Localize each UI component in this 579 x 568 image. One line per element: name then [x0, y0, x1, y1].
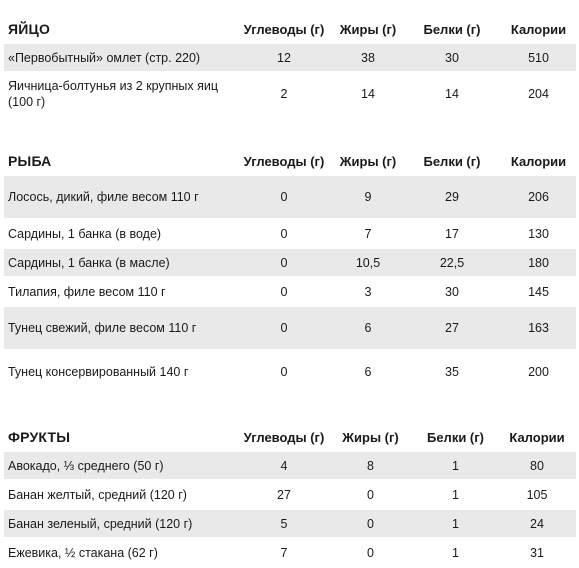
eggs-table — [4, 14, 576, 117]
table-row — [4, 219, 576, 248]
calories-value: 206 — [501, 176, 576, 219]
protein-value: 1 — [413, 509, 498, 538]
carbs-value: 4 — [240, 452, 328, 480]
table-row — [4, 277, 576, 306]
fat-value: 0 — [328, 538, 413, 567]
column-header-fat: Жиры (г) — [339, 153, 397, 169]
food-name: «Первобытный» омлет (стр. 220) — [4, 44, 235, 72]
column-header-protein: Белки (г) — [423, 21, 481, 37]
calories-value: 200 — [501, 350, 576, 394]
calories-value: 24 — [498, 509, 576, 538]
carbs-value: 2 — [235, 72, 333, 116]
carbs-value: 0 — [235, 306, 333, 350]
table-row — [4, 72, 576, 116]
protein-value: 14 — [403, 72, 501, 116]
carbs-value: 5 — [240, 509, 328, 538]
fat-value: 6 — [333, 350, 403, 394]
table-row — [4, 452, 576, 480]
calories-value: 130 — [501, 219, 576, 248]
calories-value: 105 — [498, 480, 576, 509]
section-title: ЯЙЦО — [8, 21, 51, 37]
fat-value: 0 — [328, 480, 413, 509]
protein-value: 22,5 — [403, 248, 501, 277]
table-row — [4, 306, 576, 350]
food-name: Банан зеленый, средний (120 г) — [4, 509, 240, 538]
section-title: ФРУКТЫ — [8, 429, 71, 445]
carbs-value: 0 — [235, 248, 333, 277]
fruit-table — [4, 422, 576, 568]
protein-value: 30 — [403, 44, 501, 72]
food-name: Ежевика, ½ стакана (62 г) — [4, 538, 240, 567]
column-header-protein: Белки (г) — [426, 429, 484, 445]
column-header-calories: Калории — [510, 21, 567, 37]
table-row — [4, 538, 576, 567]
protein-value: 35 — [403, 350, 501, 394]
food-name: Банан желтый, средний (120 г) — [4, 480, 240, 509]
fat-value: 3 — [333, 277, 403, 306]
protein-value: 30 — [403, 277, 501, 306]
protein-value: 1 — [413, 452, 498, 480]
table-row — [4, 350, 576, 394]
table-header-row — [4, 14, 576, 44]
protein-value: 17 — [403, 219, 501, 248]
column-header-carbs: Углеводы (г) — [243, 21, 325, 37]
food-name: Лосось, дикий, филе весом 110 г — [4, 176, 235, 219]
carbs-value: 0 — [235, 219, 333, 248]
calories-value: 163 — [501, 306, 576, 350]
protein-value: 1 — [413, 480, 498, 509]
calories-value: 204 — [501, 72, 576, 116]
fish-table — [4, 146, 576, 395]
table-row — [4, 480, 576, 509]
food-name: Тунец консервированный 140 г — [4, 350, 235, 394]
calories-value: 80 — [498, 452, 576, 480]
column-header-calories: Калории — [510, 153, 567, 169]
table-header-row — [4, 146, 576, 176]
fat-value: 0 — [328, 509, 413, 538]
protein-value: 29 — [403, 176, 501, 219]
food-name: Тунец свежий, филе весом 110 г — [4, 306, 235, 350]
column-header-calories: Калории — [509, 429, 565, 445]
table-row — [4, 248, 576, 277]
food-name: Яичница-болтунья из 2 крупных яиц (100 г) — [4, 72, 235, 116]
fat-value: 10,5 — [333, 248, 403, 277]
carbs-value: 27 — [240, 480, 328, 509]
food-name: Тилапия, филе весом 110 г — [4, 277, 235, 306]
food-name: Авокадо, ⅓ среднего (50 г) — [4, 452, 240, 480]
carbs-value: 12 — [235, 44, 333, 72]
table-row — [4, 176, 576, 219]
calories-value: 510 — [501, 44, 576, 72]
column-header-protein: Белки (г) — [423, 153, 481, 169]
section-title: РЫБА — [8, 153, 52, 169]
carbs-value: 0 — [235, 350, 333, 394]
carbs-value: 7 — [240, 538, 328, 567]
fat-value: 8 — [328, 452, 413, 480]
table-row — [4, 509, 576, 538]
fat-value: 9 — [333, 176, 403, 219]
column-header-fat: Жиры (г) — [342, 429, 399, 445]
table-header-row — [4, 422, 576, 452]
fat-value: 38 — [333, 44, 403, 72]
fat-value: 14 — [333, 72, 403, 116]
protein-value: 27 — [403, 306, 501, 350]
carbs-value: 0 — [235, 176, 333, 219]
fat-value: 6 — [333, 306, 403, 350]
fat-value: 7 — [333, 219, 403, 248]
column-header-carbs: Углеводы (г) — [243, 429, 325, 445]
column-header-fat: Жиры (г) — [339, 21, 397, 37]
table-row — [4, 44, 576, 72]
calories-value: 31 — [498, 538, 576, 567]
food-name: Сардины, 1 банка (в масле) — [4, 248, 235, 277]
carbs-value: 0 — [235, 277, 333, 306]
food-name: Сардины, 1 банка (в воде) — [4, 219, 235, 248]
calories-value: 180 — [501, 248, 576, 277]
protein-value: 1 — [413, 538, 498, 567]
column-header-carbs: Углеводы (г) — [243, 153, 325, 169]
calories-value: 145 — [501, 277, 576, 306]
